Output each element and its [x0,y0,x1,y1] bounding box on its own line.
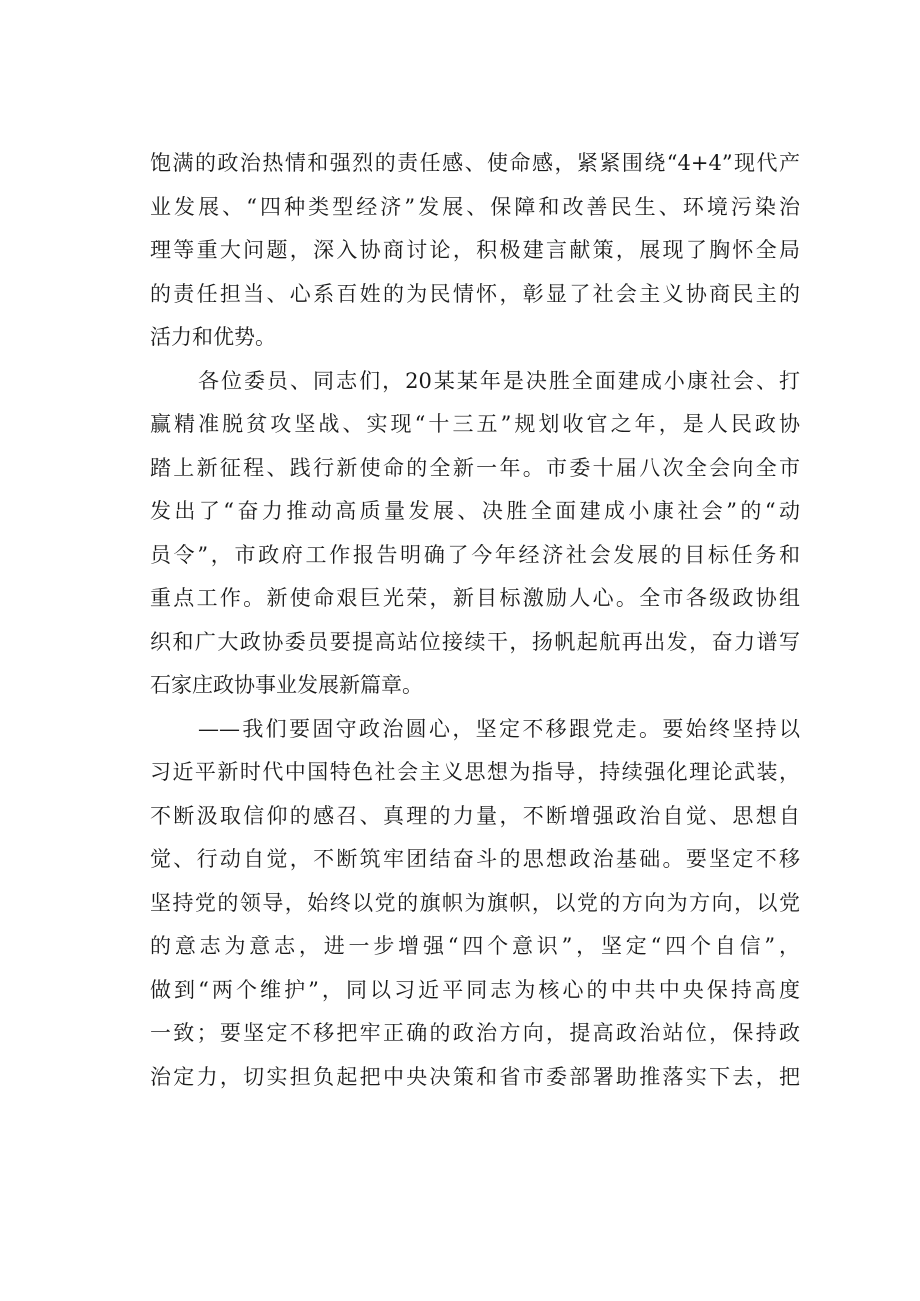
paragraph-3-line-7: 做到“两个维护”，同以习近平同志为核心的中共中央保持高度 [150,977,800,1002]
paragraph-1-line-5: 活力和优势。 [150,325,276,349]
paragraph-2-line-1: 各位委员、同志们，20某某年是决胜全面建成小康社会、打 [198,368,800,393]
paragraph-3-line-2: 习近平新时代中国特色社会主义思想为指导，持续强化理论武装， [150,760,800,784]
paragraph-3-line-9: 治定力，切实担负起把中央决策和省市委部署助推落实下去，把 [150,1064,800,1089]
paragraph-2-line-3: 踏上新征程、践行新使命的全新一年。市委十届八次全会向全市 [150,455,800,480]
paragraph-3-line-1: ——我们要固守政治圆心，坚定不移跟党走。要始终坚持以 [198,716,800,741]
paragraph-3-line-3: 不断汲取信仰的感召、真理的力量，不断增强政治自觉、思想自 [150,803,800,828]
paragraph-2-line-7: 织和广大政协委员要提高站位接续干，扬帆起航再出发，奋力谱写 [150,629,800,654]
paragraph-2-line-4: 发出了“奋力推动高质量发展、决胜全面建成小康社会”的“动 [150,499,800,523]
paragraph-2-line-6: 重点工作。新使命艰巨光荣，新目标激励人心。全市各级政协组 [150,586,800,610]
paragraph-1-line-4: 的责任担当、心系百姓的为民情怀，彰显了社会主义协商民主的 [150,281,800,306]
paragraph-1-line-1: 饱满的政治热情和强烈的责任感、使命感，紧紧围绕“4+4”现代产 [150,151,800,175]
paragraph-2-line-8: 石家庄政协事业发展新篇章。 [150,673,423,697]
paragraph-3-line-5: 坚持党的领导，始终以党的旗帜为旗帜，以党的方向为方向，以党 [150,890,800,915]
paragraph-3-line-4: 觉、行动自觉，不断筑牢团结奋斗的思想政治基础。要坚定不移 [150,847,800,871]
paragraph-2-line-5: 员令”，市政府工作报告明确了今年经济社会发展的目标任务和 [150,542,800,567]
paragraph-1-line-3: 理等重大问题，深入协商讨论，积极建言献策，展现了胸怀全局 [150,238,800,262]
paragraph-3-line-6: 的意志为意志，进一步增强“四个意识”，坚定“四个自信”， [150,934,800,958]
paragraph-1-line-2: 业发展、“四种类型经济”发展、保障和改善民生、环境污染治 [150,194,800,219]
paragraph-2-line-2: 赢精准脱贫攻坚战、实现“十三五”规划收官之年，是人民政协 [150,412,800,436]
paragraph-3-line-8: 一致；要坚定不移把牢正确的政治方向，提高政治站位，保持政 [150,1021,800,1045]
document-body [150,142,800,1099]
